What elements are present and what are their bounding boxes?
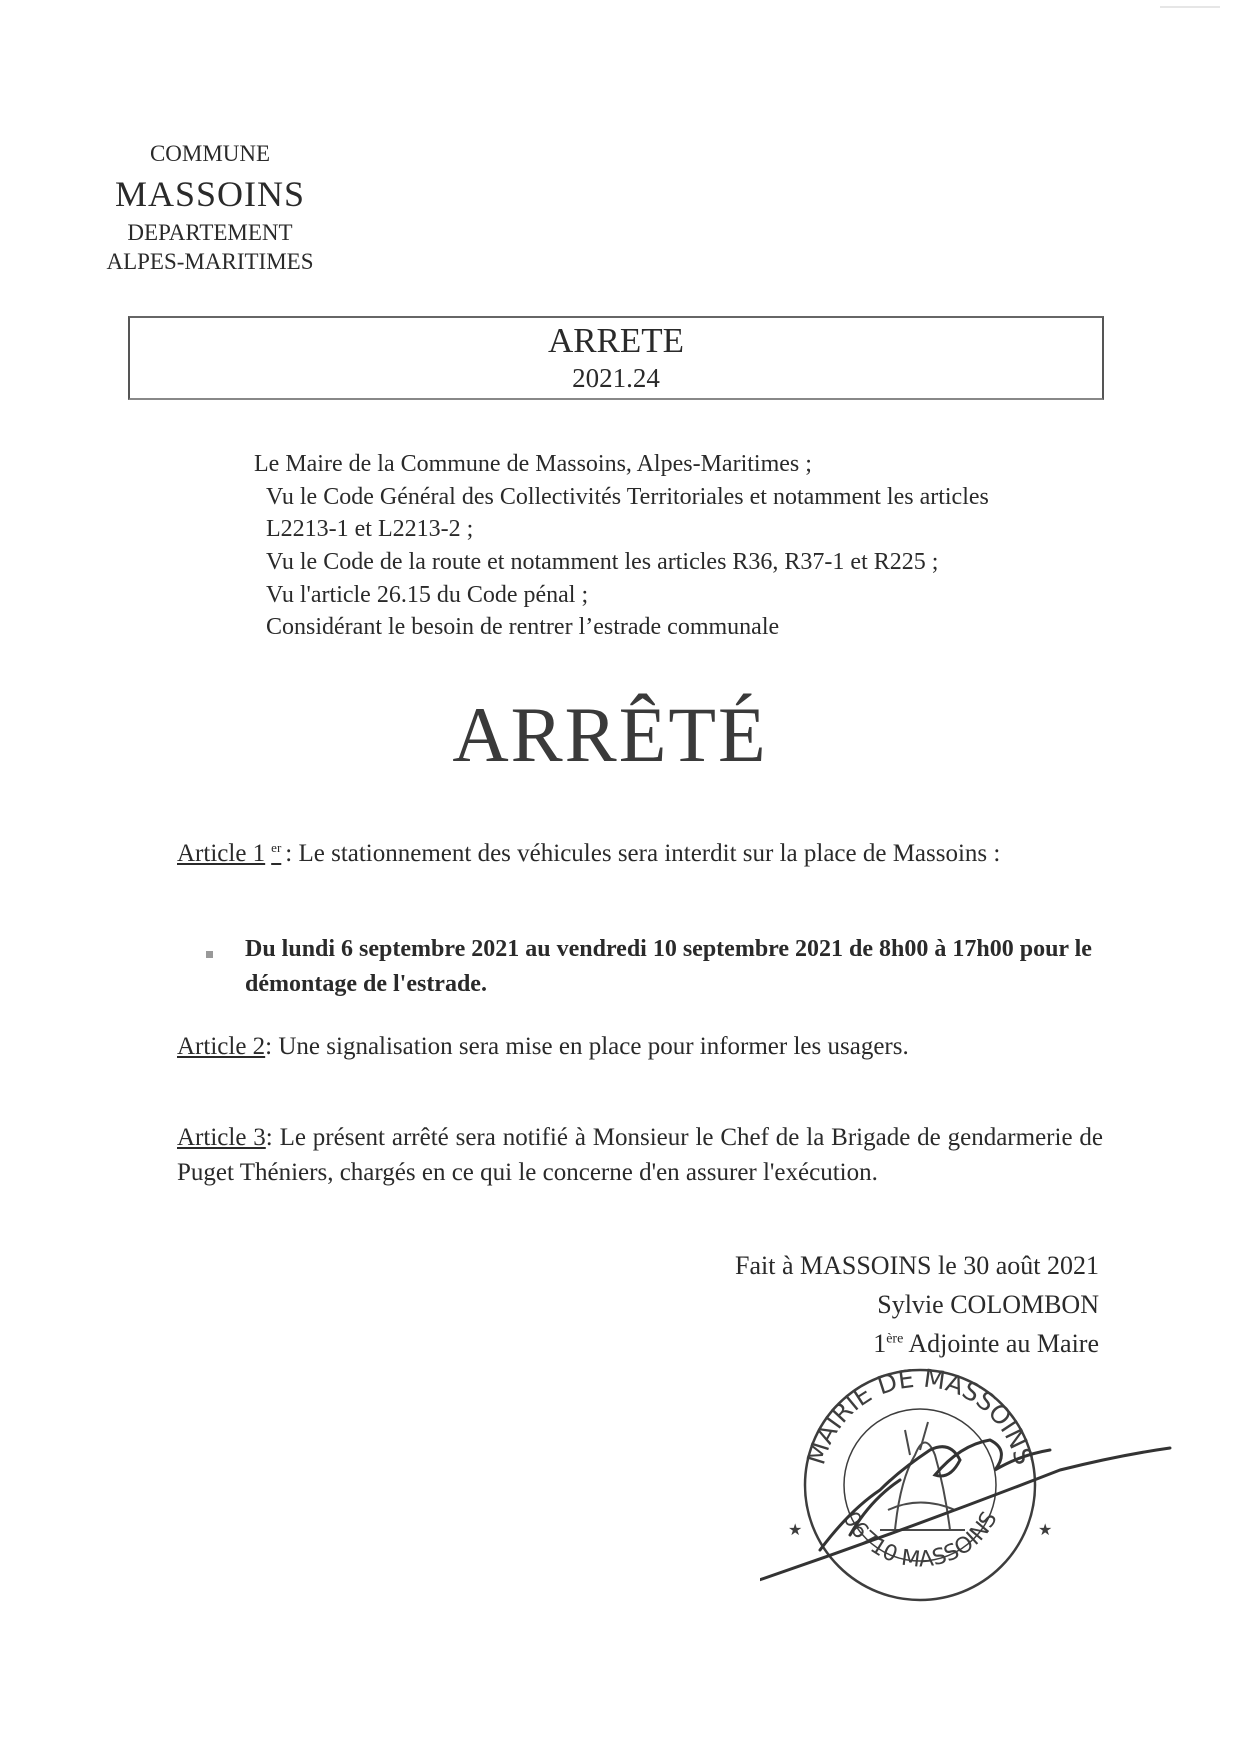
article-3-label: Article 3	[177, 1124, 266, 1151]
considerant-line: Le Maire de la Commune de Massoins, Alpes-Maritimes ;	[254, 451, 812, 477]
considerants	[254, 448, 1104, 644]
scan-artifact	[1160, 6, 1220, 8]
stamp-text-bottom: 06710 MASSOINS	[837, 1507, 1003, 1573]
article-2	[177, 1029, 1103, 1064]
decree-number: 2021.24	[572, 363, 660, 393]
article-1	[177, 836, 1103, 871]
article-1-text: : Le stationnement des véhicules sera interdit sur la place de Massoins :	[285, 840, 1001, 867]
star-icon: ★	[1038, 1520, 1053, 1539]
decree-title-box	[128, 316, 1104, 400]
article-3	[177, 1120, 1103, 1190]
role-superscript: ère	[886, 1331, 904, 1347]
considerant-line: Vu le Code Général des Collectivités Territoriales et notamment les articles	[266, 483, 989, 510]
article-1-superscript: er	[271, 839, 282, 855]
marianne-emblem	[880, 1422, 965, 1530]
department-name: ALPES-MARITIMES	[106, 248, 314, 274]
star-icon: ★	[788, 1520, 803, 1539]
commune-name: MASSOINS	[114, 173, 306, 214]
article-1-label	[177, 840, 285, 867]
bullet-icon	[206, 951, 213, 958]
considerant-line: L2213-1 et L2213-2 ;	[266, 516, 474, 543]
article-2-label: Article 2	[177, 1033, 266, 1060]
signatory-role	[735, 1324, 1099, 1363]
place-date: Fait à MASSOINS le 30 août 2021	[735, 1251, 1099, 1280]
article-2-text: : Une signalisation sera mise en place pour informer les usagers.	[265, 1033, 909, 1060]
signatory-name: Sylvie COLOMBON	[877, 1290, 1099, 1319]
article-3-text: : Le présent arrêté sera notifié à Monsieur le Chef de la Brigade de gendarmerie de Puget Théniers, chargés en ce qui le concerne d'en assurer l'exécution.	[177, 1124, 1103, 1186]
considerant-line: Considérant le besoin de rentrer l’estrade communale	[266, 614, 780, 641]
department-label: DEPARTEMENT	[127, 220, 293, 246]
considerant-line: Vu l'article 26.15 du Code pénal ;	[266, 581, 589, 608]
commune-header	[60, 140, 360, 277]
article-1-bullet: Du lundi 6 septembre 2021 au vendredi 10 septembre 2021 de 8h00 à 17h00 pour le démontage de l'estrade.	[245, 936, 1092, 997]
stamp-text-top: MAIRIE DE MASSOINS	[801, 1363, 1039, 1468]
decree-title: ARRETE	[547, 321, 685, 360]
commune-label: COMMUNE	[149, 141, 271, 166]
signature-block	[735, 1246, 1099, 1363]
role-text: Adjointe au Maire	[903, 1329, 1099, 1358]
considerant-line: Vu le Code de la route et notamment les articles R36, R37-1 et R225 ;	[266, 548, 939, 575]
article-1-label-text: Article 1	[177, 840, 266, 867]
main-title: ARRÊTÉ	[452, 691, 768, 778]
mairie-stamp-and-signature	[760, 1360, 1180, 1610]
role-number: 1	[873, 1329, 887, 1358]
